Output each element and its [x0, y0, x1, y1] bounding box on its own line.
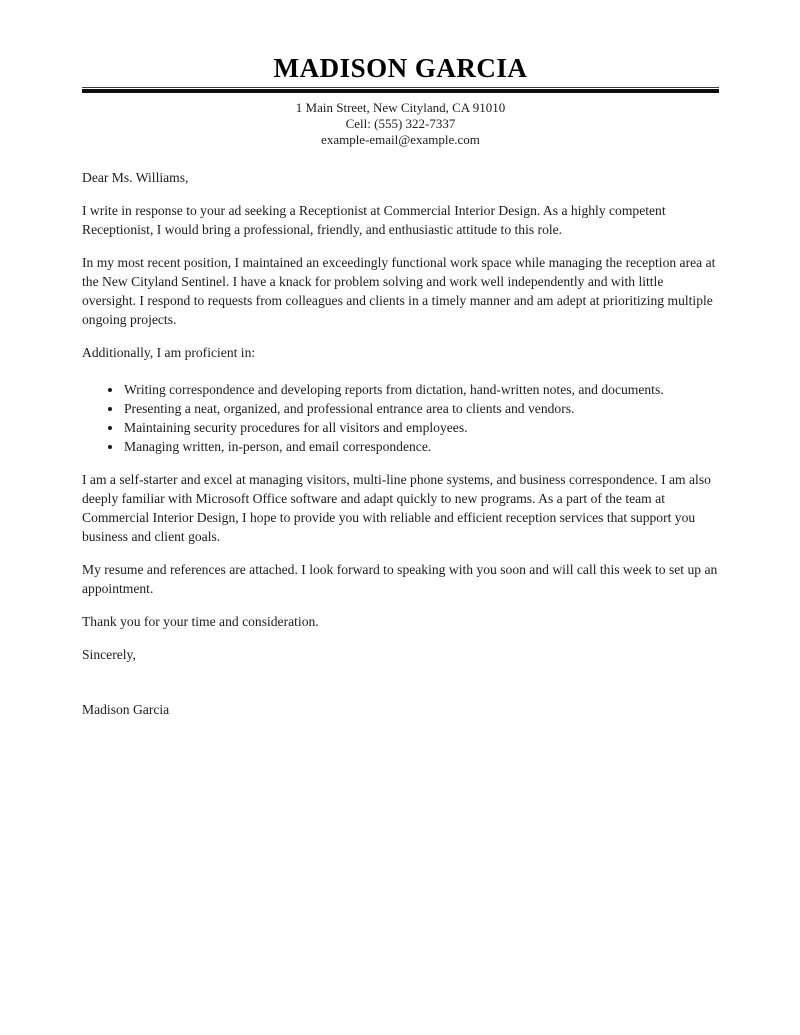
- contact-block: [82, 100, 719, 148]
- signature-name: Madison Garcia: [82, 702, 170, 717]
- skills-intro: Additionally, I am proficient in:: [82, 345, 256, 360]
- letter-head-name: MADISON GARCIA: [273, 53, 528, 83]
- header-rule-thick-line: [82, 89, 719, 93]
- skill-item: • Maintaining security procedures for all visitors and employees.: [123, 418, 719, 437]
- skills-list: [82, 380, 719, 456]
- letter-body: [82, 168, 719, 719]
- skill-item: • Managing written, in-person, and email correspondence.: [123, 437, 719, 456]
- letter-paragraph: I write in response to your ad seeking a Receptionist at Commercial Interior Design. As a highly competent Receptionist, I would bring a professional, friendly, and enthusiastic attitude to this role.: [82, 203, 666, 237]
- contact-email: example-email@example.com: [321, 132, 480, 147]
- header-rule: [82, 87, 719, 93]
- letter-paragraph: In my most recent position, I maintained an exceedingly functional work space while managing the reception area at the New Cityland Sentinel. I have a knack for problem solving and work well independently and with little oversight. I respond to requests from colleagues and clients in a timely manner and am adept at prioritizing multiple ongoing projects.: [82, 255, 716, 327]
- header-rule-thin-line: [82, 87, 719, 88]
- letter-paragraph: I am a self-starter and excel at managing visitors, multi-line phone systems, and business correspondence. I am also deeply familiar with Microsoft Office software and adapt quickly to new programs. As a part of the team at Commercial Interior Design, I hope to provide you with reliable and efficient reception services that support you business and client goals.: [82, 472, 711, 544]
- salutation: Dear Ms. Williams,: [82, 170, 189, 185]
- contact-address: 1 Main Street, New Cityland, CA 91010: [295, 100, 506, 115]
- valediction: Sincerely,: [82, 647, 136, 662]
- letter-paragraph: Thank you for your time and consideration.: [82, 614, 319, 629]
- skill-item: • Presenting a neat, organized, and professional entrance area to clients and vendors.: [123, 399, 719, 418]
- letter-paragraph: My resume and references are attached. I look forward to speaking with you soon and will call this week to set up an appointment.: [82, 562, 718, 596]
- skill-item: • Writing correspondence and developing reports from dictation, hand-written notes, and documents.: [123, 380, 719, 399]
- contact-phone: Cell: (555) 322-7337: [345, 116, 456, 131]
